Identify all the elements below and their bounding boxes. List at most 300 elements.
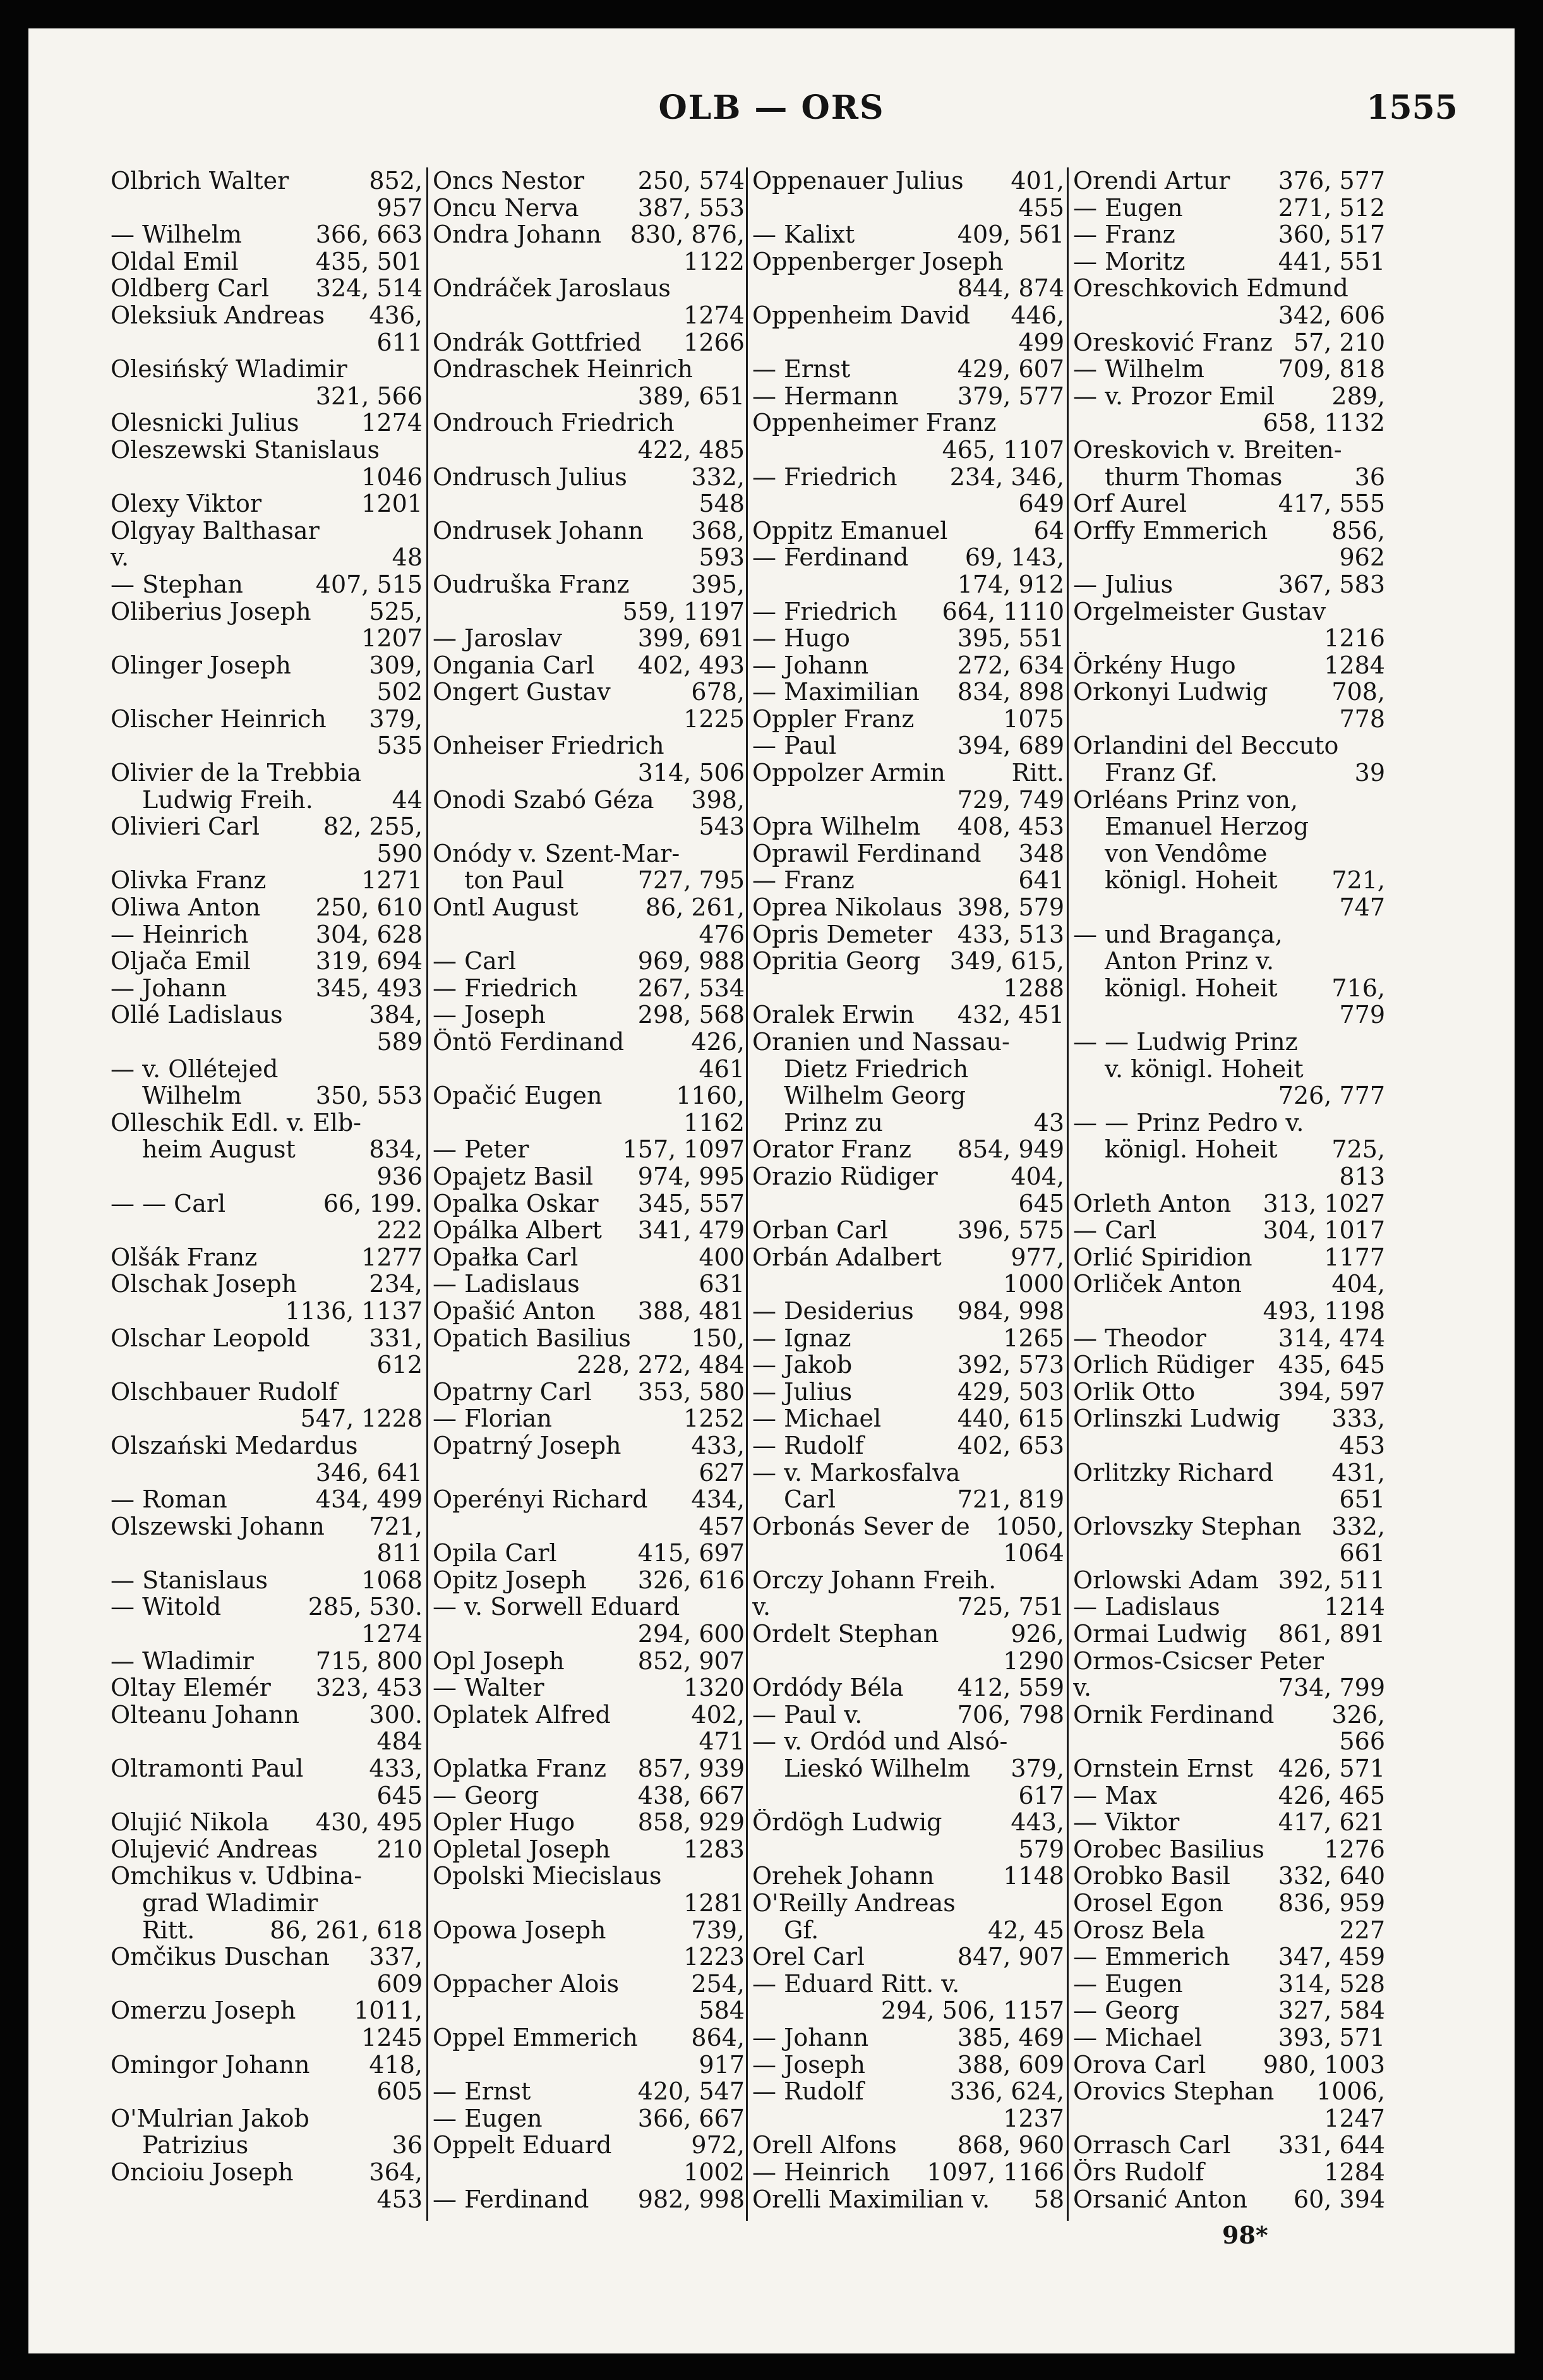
entry-name: — Eugen [1073,1970,1183,1998]
entry-page-refs: 66, 199. [323,1190,423,1217]
entry-page-refs: 350, 553 [315,1082,423,1109]
index-entry [752,1163,1068,1190]
entry-page-refs: 401, [1011,167,1064,195]
entry-name: Oplatek Alfred [433,1701,611,1729]
index-entry [752,652,1068,679]
index-entry [752,1486,1068,1513]
index-entry [752,2078,1068,2105]
index-entry [752,1728,1068,1755]
index-entry [111,1001,426,1029]
entry-page-refs: 234, [369,1271,423,1298]
entry-name: Orffy Emmerich [1073,517,1268,545]
index-entry [433,867,748,894]
entry-page-refs: 461 [699,1055,745,1083]
index-entry [111,1109,426,1137]
entry-page-refs: 779 [1339,1001,1385,1029]
entry-name: — Jaroslav [433,625,562,652]
entry-name: — Desiderius [752,1297,914,1325]
index-entry [752,490,1068,517]
entry-page-refs: 422, 485 [637,436,745,464]
entry-name: — Johann [752,651,869,679]
entry-page-refs: 1284 [1324,651,1385,679]
index-entry [111,1971,426,1998]
entry-name: Opitz Joseph [433,1566,587,1594]
index-entry [1073,813,1389,840]
entry-page-refs: 535 [376,732,423,760]
entry-page-refs: 294, 506, 1157 [880,1997,1064,2024]
entry-page-refs: 304, 1017 [1263,1217,1385,1244]
entry-name: Oppenberger Joseph [752,248,1004,275]
entry-page-refs: 612 [376,1351,423,1379]
entry-name: Omingor Johann [111,2051,310,2079]
index-column-4 [1073,167,1389,2213]
index-entry [111,1325,426,1352]
entry-name: Olinger Joseph [111,651,291,679]
index-entry [1073,1298,1389,1325]
index-entry [752,571,1068,598]
entry-page-refs: 443, [1011,1809,1064,1836]
entry-name: Orlinszki Ludwig [1073,1405,1280,1432]
index-entry [1073,1971,1389,1998]
entry-page-refs: 210 [376,1835,423,1863]
entry-page-refs: 864, [691,2024,745,2051]
index-entry [433,787,748,814]
entry-name: Orlich Rüdiger [1073,1351,1254,1379]
index-entry [111,1163,426,1190]
entry-page-refs: 861, 891 [1278,1621,1385,1648]
entry-name: Oldal Emil [111,248,239,275]
index-entry [433,1943,748,1971]
index-entry [752,221,1068,248]
index-entry [752,2159,1068,2186]
index-entry [111,867,426,894]
entry-name: — — Prinz Pedro v. [1073,1109,1304,1137]
index-entry [1073,1082,1389,1109]
index-entry [752,679,1068,706]
entry-name: ton Paul [464,867,564,895]
entry-page-refs: 709, 818 [1278,356,1385,383]
entry-page-refs: 399, 691 [637,625,745,652]
entry-name: — Ladislaus [433,1271,580,1298]
index-entry [1073,1917,1389,1944]
entry-name: — Roman [111,1486,227,1513]
entry-page-refs: 234, 346, [949,463,1064,491]
index-entry [752,1755,1068,1782]
entry-page-refs: 548 [699,490,745,517]
index-entry [1073,1001,1389,1029]
entry-name: Oleksiuk Andreas [111,301,325,329]
index-entry [752,948,1068,975]
entry-name: Olschbauer Rudolf [111,1378,338,1406]
entry-name: — Joseph [752,2051,865,2079]
index-entry [433,544,748,571]
entry-page-refs: 721, [369,1513,423,1540]
entry-name: Orobec Basilius [1073,1835,1264,1863]
entry-page-refs: 1136, 1137 [285,1297,423,1325]
entry-name: Oudruška Franz [433,571,630,598]
index-entry [433,1244,748,1271]
entry-page-refs: 1276 [1324,1835,1385,1863]
index-entry [752,1917,1068,1944]
index-entry [111,2132,426,2159]
entry-page-refs: 400 [699,1243,745,1271]
entry-name: Oplatka Franz [433,1755,606,1782]
index-entry [433,1513,748,1540]
index-entry [1073,464,1389,491]
entry-name: — Ferdinand [433,2185,589,2213]
index-entry [111,2078,426,2105]
index-entry [111,1379,426,1406]
index-entry [752,1190,1068,1217]
index-entry [433,329,748,356]
entry-page-refs: 716, [1331,974,1385,1002]
entry-page-refs: 385, 469 [957,2024,1064,2051]
entry-page-refs: 1148 [1003,1863,1064,1890]
index-entry [111,1136,426,1163]
index-column-1 [111,167,426,2213]
entry-page-refs: 1281 [683,1890,745,1917]
entry-name: O'Mulrian Jakob [111,2105,309,2132]
entry-page-refs: 429, 503 [957,1378,1064,1406]
entry-name: — Moritz [1073,248,1186,275]
index-column-3 [752,167,1068,2213]
entry-page-refs: 336, 624, [949,2078,1064,2105]
entry-name: Opritia Georg [752,948,921,975]
entry-page-refs: 327, 584 [1278,1997,1385,2024]
entry-page-refs: 605 [376,2078,423,2105]
index-entry [433,2186,748,2213]
entry-name: Olleschik Edl. v. Elb- [111,1109,362,1137]
entry-page-refs: 1068 [361,1566,423,1594]
index-entry [1073,2024,1389,2051]
index-entry [752,437,1068,464]
entry-name: Orlowski Adam [1073,1566,1259,1594]
index-entry [433,1917,748,1944]
index-entry [752,706,1068,733]
entry-name: Orlik Otto [1073,1378,1196,1406]
entry-name: Orbonás Sever de [752,1513,970,1540]
entry-name: Ondrák Gottfried [433,329,642,356]
index-entry [1073,2159,1389,2186]
index-entry [1073,732,1389,759]
index-entry [433,1217,748,1244]
index-entry [752,1056,1068,1083]
index-entry [752,625,1068,652]
entry-page-refs: 834, 898 [957,679,1064,706]
index-entry [111,948,426,975]
entry-page-refs: 426, 571 [1278,1755,1385,1782]
index-entry [433,1701,748,1729]
entry-page-refs: 438, 667 [637,1782,745,1809]
entry-page-refs: 44 [392,786,423,814]
entry-page-refs: 813 [1339,1163,1385,1190]
entry-page-refs: 590 [376,840,423,867]
index-entry [1073,2078,1389,2105]
entry-name: Ormai Ludwig [1073,1621,1247,1648]
index-entry [433,975,748,1002]
entry-page-refs: 313, 1027 [1263,1190,1385,1217]
index-entry [111,1029,426,1056]
entry-name: — Eugen [1073,194,1183,222]
index-entry [1073,571,1389,598]
entry-page-refs: 1097, 1166 [927,2158,1064,2186]
index-entry [752,732,1068,759]
index-entry [433,1621,748,1648]
index-entry [433,1109,748,1137]
entry-name: — Ignaz [752,1324,851,1352]
index-entry [752,1971,1068,1998]
entry-page-refs: 64 [1033,517,1064,545]
index-entry [433,1890,748,1917]
entry-name: — Jakob [752,1351,853,1379]
index-entry [1073,652,1389,679]
entry-name: — Joseph [433,1001,546,1029]
entry-page-refs: 589 [376,1029,423,1056]
entry-name: Orelli Maximilian v. [752,2185,990,2213]
entry-name: Orovics Stephan [1073,2078,1275,2105]
index-entry [111,275,426,302]
index-entry [752,1379,1068,1406]
entry-page-refs: 332, 640 [1278,1863,1385,1890]
index-entry [752,787,1068,814]
index-entry [111,195,426,222]
sheet-signature: 98* [1222,2221,1268,2249]
index-entry [752,1136,1068,1163]
entry-page-refs: 957 [376,194,423,222]
entry-page-refs: 649 [1018,490,1064,517]
entry-page-refs: 366, 667 [637,2105,745,2132]
entry-name: — Friedrich [433,974,578,1002]
entry-page-refs: 1216 [1324,625,1385,652]
index-entry [433,1325,748,1352]
index-entry [111,544,426,571]
index-entry [752,813,1068,840]
index-entry [433,356,748,383]
entry-name: thurm Thomas [1105,463,1283,491]
entry-page-refs: 396, 575 [957,1217,1064,1244]
directory-page [28,28,1515,2353]
entry-name: — Georg [1073,1997,1180,2024]
entry-page-refs: 60, 394 [1293,2185,1385,2213]
entry-page-refs: 379, [1011,1755,1064,1782]
index-entry [111,1997,426,2024]
entry-name: Olbrich Walter [111,167,289,195]
index-entry [1073,1190,1389,1217]
entry-page-refs: 1075 [1003,705,1064,733]
entry-page-refs: 314, 474 [1278,1324,1385,1352]
entry-name: Orosel Egon [1073,1890,1223,1917]
entry-name: Örs Rudolf [1073,2158,1204,2186]
index-entry [1073,1809,1389,1836]
index-entry [433,813,748,840]
entry-page-refs: 579 [1018,1835,1064,1863]
entry-page-refs: 314, 506 [637,759,745,787]
index-entry [433,1163,748,1190]
entry-name: Ludwig Freih. [142,786,313,814]
index-entry [1073,2105,1389,2132]
index-entry [752,1109,1068,1137]
index-entry [111,1890,426,1917]
entry-page-refs: 651 [1339,1486,1385,1513]
entry-name: Orazio Rüdiger [752,1163,938,1190]
entry-name: — Heinrich [752,2158,891,2186]
entry-name: Oprawil Ferdinand [752,840,982,867]
entry-name: Opletal Joseph [433,1835,611,1863]
entry-name: — v. Ollétejed [111,1055,279,1083]
entry-name: — Kalixt [752,221,855,248]
index-entry [111,1863,426,1890]
entry-page-refs: 493, 1198 [1263,1297,1385,1325]
index-entry [433,1056,748,1083]
index-entry [111,1755,426,1782]
entry-name: Ondra Johann [433,221,602,248]
entry-name: Orell Alfons [752,2132,897,2159]
entry-name: Orosz Bela [1073,1916,1206,1944]
index-entry [433,652,748,679]
index-entry [752,1674,1068,1701]
index-entry [433,464,748,491]
entry-name: Anton Prinz v. [1105,948,1275,975]
index-entry [111,221,426,248]
index-entry [1073,248,1389,275]
index-entry [752,1325,1068,1352]
entry-name: Oppenheimer Franz [752,409,997,437]
index-entry [1073,1755,1389,1782]
entry-page-refs: 1207 [361,625,423,652]
index-entry [752,275,1068,302]
entry-name: Ordódy Béla [752,1674,904,1701]
entry-name: Prinz zu [784,1109,883,1137]
index-entry [752,1782,1068,1809]
index-entry [111,1244,426,1271]
index-entry [1073,302,1389,329]
index-entry [111,598,426,625]
index-entry [433,1082,748,1109]
entry-name: — Ernst [433,2078,531,2105]
entry-page-refs: 1000 [1003,1271,1064,1298]
index-entry [111,248,426,275]
entry-page-refs: 727, 795 [637,867,745,895]
index-entry [111,383,426,410]
index-entry [752,1029,1068,1056]
index-entry [111,759,426,787]
entry-name: Olesińský Wladimir [111,356,347,383]
entry-name: Orrasch Carl [1073,2132,1231,2159]
entry-page-refs: 404, [1331,1271,1385,1298]
entry-page-refs: 332, [691,463,745,491]
entry-page-refs: 157, 1097 [622,1136,745,1163]
index-entry [111,2105,426,2132]
index-entry [752,1593,1068,1621]
index-entry [1073,1674,1389,1701]
entry-name: v. [1073,1674,1092,1701]
entry-name: — Ladislaus [1073,1593,1220,1621]
index-entry [111,1917,426,1944]
index-entry [752,894,1068,921]
entry-name: — Wilhelm [111,221,242,248]
entry-name: — Hugo [752,625,850,652]
entry-page-refs: 418, [369,2051,423,2079]
entry-page-refs: 974, 995 [637,1163,745,1190]
index-entry [433,490,748,517]
index-entry [1073,1648,1389,1675]
index-entry [1073,409,1389,437]
index-entry [433,195,748,222]
entry-name: Omčikus Duschan [111,1943,330,1971]
index-entry [111,625,426,652]
index-entry [752,464,1068,491]
index-entry [111,1674,426,1701]
entry-page-refs: 1122 [683,248,745,275]
index-entry [111,652,426,679]
entry-page-refs: 326, [1331,1701,1385,1729]
entry-page-refs: 267, 534 [637,974,745,1002]
index-entry [433,732,748,759]
entry-name: — Witold [111,1593,222,1621]
index-entry [752,1540,1068,1567]
entry-page-refs: 150, [691,1324,745,1352]
entry-page-refs: 984, 998 [957,1297,1064,1325]
entry-page-refs: 402, 653 [957,1432,1064,1459]
index-entry [752,1432,1068,1459]
entry-name: Ornik Ferdinand [1073,1701,1275,1729]
index-entry [1073,1621,1389,1648]
index-entry [111,840,426,867]
entry-page-refs: 465, 1107 [942,436,1064,464]
entry-name: Oldberg Carl [111,275,270,302]
index-entry [1073,1217,1389,1244]
entry-name: Oppel Emmerich [433,2024,638,2051]
entry-name: Oppacher Alois [433,1970,620,1998]
index-entry [752,867,1068,894]
index-entry [433,1782,748,1809]
entry-page-refs: 341, 479 [637,1217,745,1244]
index-entry [1073,1836,1389,1863]
entry-name: Ordelt Stephan [752,1621,939,1648]
index-entry [433,2105,748,2132]
entry-name: — Johann [752,2024,869,2051]
entry-name: Orbán Adalbert [752,1243,942,1271]
entry-name: Oppenheim David [752,301,971,329]
entry-page-refs: 982, 998 [637,2185,745,2213]
entry-name: Opałka Carl [433,1243,579,1271]
entry-name: Operényi Richard [433,1486,648,1513]
index-entry [752,1298,1068,1325]
entry-page-refs: 936 [376,1163,423,1190]
entry-page-refs: 389, 651 [637,382,745,410]
entry-page-refs: 502 [376,679,423,706]
entry-page-refs: 393, 571 [1278,2024,1385,2051]
index-entry [111,921,426,948]
entry-page-refs: 1064 [1003,1540,1064,1567]
entry-page-refs: 420, 547 [637,2078,745,2105]
entry-name: — Stanislaus [111,1566,268,1594]
entry-page-refs: 453 [376,2185,423,2213]
index-entry [1073,1163,1389,1190]
index-entry [111,2024,426,2051]
index-entry [111,1190,426,1217]
entry-page-refs: 222 [376,1217,423,1244]
index-entry [433,679,748,706]
index-entry [1073,1136,1389,1163]
entry-name: königl. Hoheit [1105,867,1278,895]
index-entry [111,706,426,733]
entry-page-refs: 1274 [683,301,745,329]
index-entry [433,921,748,948]
entry-name: Olgyay Balthasar [111,517,320,545]
entry-page-refs: 926, [1011,1621,1064,1648]
entry-name: Onodi Szabó Géza [433,786,654,814]
